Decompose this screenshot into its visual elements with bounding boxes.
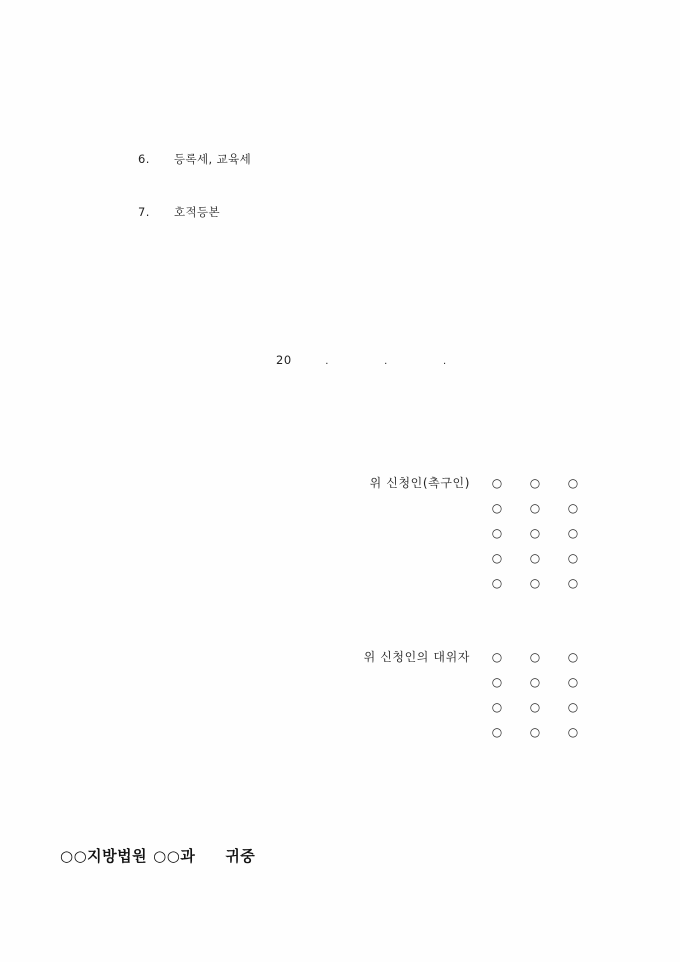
seal-icon: ○ <box>491 724 503 739</box>
seal-group <box>478 527 592 539</box>
date-line <box>276 353 446 367</box>
signature-row <box>300 470 592 495</box>
list-item-number: 6. <box>138 152 150 166</box>
list-item <box>138 151 251 167</box>
addressee-honorific: 귀중 <box>225 847 256 865</box>
seal-icon: ○ <box>491 674 503 689</box>
seal-icon: ○ <box>491 699 503 714</box>
seal-icon: ○ <box>491 550 503 565</box>
signature-row <box>300 694 592 719</box>
signature-block-applicant <box>300 470 592 595</box>
seal-group <box>478 477 592 489</box>
date-trailing-mark: . <box>442 356 447 367</box>
seal-icon: ○ <box>491 500 503 515</box>
seal-icon: ○ <box>529 525 541 540</box>
signature-row <box>300 570 592 595</box>
seal-group <box>478 701 592 713</box>
seal-icon: ○ <box>567 724 579 739</box>
seal-icon: ○ <box>567 500 579 515</box>
list-item-number: 7. <box>138 205 150 219</box>
signature-row <box>300 669 592 694</box>
seal-group <box>478 726 592 738</box>
signature-row <box>300 545 592 570</box>
signature-label-applicant: 위 신청인(촉구인) <box>369 476 470 490</box>
seal-group <box>478 502 592 514</box>
seal-group <box>478 577 592 589</box>
seal-icon: ○ <box>529 550 541 565</box>
date-day-mark: . <box>384 356 388 367</box>
seal-icon: ○ <box>491 575 503 590</box>
date-month-mark: . <box>325 356 329 367</box>
seal-icon: ○ <box>491 649 503 664</box>
seal-icon: ○ <box>567 674 579 689</box>
seal-icon: ○ <box>567 475 579 490</box>
seal-group <box>478 676 592 688</box>
addressee-line <box>60 845 255 866</box>
list-item <box>138 204 220 220</box>
seal-icon: ○ <box>529 724 541 739</box>
date-year: 20 <box>276 353 292 367</box>
addressee-court: ○○지방법원 <box>60 847 148 865</box>
seal-icon: ○ <box>567 525 579 540</box>
seal-icon: ○ <box>529 674 541 689</box>
seal-icon: ○ <box>529 699 541 714</box>
signature-row <box>300 719 592 744</box>
list-item-text: 등록세, 교육세 <box>174 152 252 166</box>
seal-icon: ○ <box>529 649 541 664</box>
seal-icon: ○ <box>567 575 579 590</box>
seal-icon: ○ <box>567 649 579 664</box>
signature-label-agent: 위 신청인의 대위자 <box>363 650 470 664</box>
seal-group <box>478 651 592 663</box>
signature-row <box>300 495 592 520</box>
seal-icon: ○ <box>491 525 503 540</box>
signature-block-agent <box>300 644 592 744</box>
signature-row <box>300 644 592 669</box>
seal-icon: ○ <box>491 475 503 490</box>
seal-icon: ○ <box>529 475 541 490</box>
seal-icon: ○ <box>567 699 579 714</box>
signature-row <box>300 520 592 545</box>
seal-icon: ○ <box>529 575 541 590</box>
addressee-department: ○○과 <box>153 847 196 865</box>
seal-icon: ○ <box>529 500 541 515</box>
list-item-text: 호적등본 <box>174 205 221 219</box>
seal-group <box>478 552 592 564</box>
seal-icon: ○ <box>567 550 579 565</box>
